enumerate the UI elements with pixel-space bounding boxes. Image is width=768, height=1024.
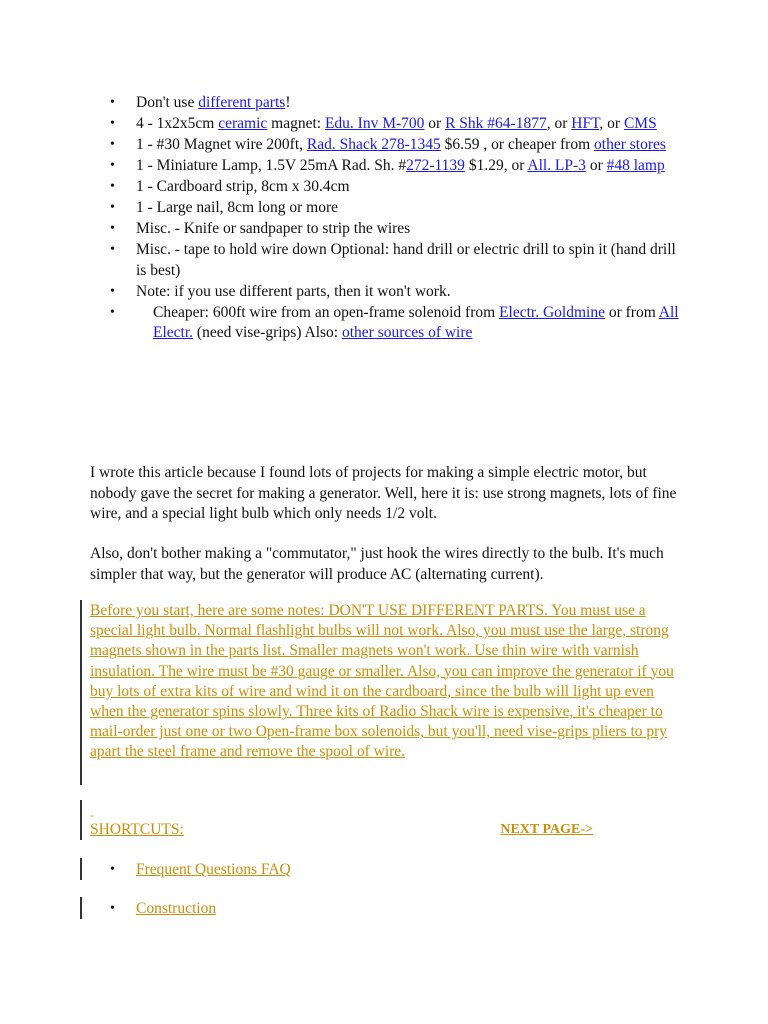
rad-shack-wire-link[interactable]: Rad. Shack 278-1345 bbox=[306, 136, 441, 153]
bullet-icon: • bbox=[110, 95, 115, 110]
electr-goldmine-link[interactable]: Electr. Goldmine bbox=[499, 303, 605, 321]
all-lp3-link[interactable]: All. LP-3 bbox=[527, 157, 586, 174]
ceramic-link[interactable]: ceramic bbox=[218, 115, 268, 132]
list-item: • Cheaper: 600ft wire from an open-frame solenoid from Electr. Goldmine or from All Electr. (need vise-grips) Also: other sources of wire bbox=[110, 303, 679, 341]
list-item: • 4 - 1x2x5cm ceramic magnet: Edu. Inv M-700 or R Shk #64-1877, or HFT, or CMS bbox=[90, 114, 690, 135]
list-item: • 1 - #30 Magnet wire 200ft, Rad. Shack 278-1345 $6.59 , or cheaper from other stores bbox=[90, 135, 690, 156]
dash-mark: - bbox=[90, 808, 94, 822]
shortcuts-bar bbox=[90, 820, 595, 840]
all-electr-link[interactable]: All Electr. bbox=[153, 303, 679, 341]
list-item: • Misc. - tape to hold wire down Optional: hand drill or electric drill to spin it (hand drill is best) bbox=[110, 241, 676, 279]
next-page-link[interactable]: NEXT PAGE-> bbox=[500, 822, 593, 837]
nav-list-faq bbox=[90, 860, 291, 880]
bullet-icon: • bbox=[110, 179, 115, 194]
list-item: • Misc. - Knife or sandpaper to strip the wires bbox=[90, 219, 690, 240]
hft-link[interactable]: HFT bbox=[571, 115, 600, 132]
list-item: • Don't use different parts! bbox=[90, 93, 690, 114]
lamp-part-link[interactable]: 272-1139 bbox=[406, 157, 465, 174]
intro-paragraph: I wrote this article because I found lots of projects for making a simple electric motor, but nobody gave the secret for making a generator. Well, here it is: use strong magnets, lots of fine wire, and a special light bulb which only needs 1/2 volt. bbox=[90, 464, 677, 522]
notes-border bbox=[80, 600, 82, 785]
edu-inv-link[interactable]: Edu. Inv M-700 bbox=[324, 115, 425, 132]
list-item: • 1 - Miniature Lamp, 1.5V 25mA Rad. Sh. #272-1139 $1.29, or All. LP-3 or #48 lamp bbox=[90, 156, 690, 177]
cms-link[interactable]: CMS bbox=[623, 115, 657, 132]
bullet-icon: • bbox=[110, 901, 115, 916]
bullet-icon: • bbox=[110, 200, 115, 215]
shortcuts-label: SHORTCUTS: bbox=[90, 821, 184, 838]
list-item: • 1 - Cardboard strip, 8cm x 30.4cm bbox=[90, 177, 690, 198]
construction-link[interactable]: Construction bbox=[136, 900, 217, 917]
bullet-icon: • bbox=[110, 283, 115, 299]
commutator-paragraph: Also, don't bother making a "commutator," just hook the wires directly to the bulb. It's much simpler that way, but the generator will produce AC (alternating current). bbox=[90, 545, 664, 583]
nav-border-1 bbox=[80, 858, 82, 880]
nav-list-construction bbox=[90, 899, 216, 919]
bullet-icon: • bbox=[110, 304, 115, 320]
nav-border-2 bbox=[80, 897, 82, 919]
list-item bbox=[90, 899, 216, 919]
different-parts-link[interactable]: different parts bbox=[198, 94, 286, 111]
list-item bbox=[90, 860, 291, 880]
rshk-link[interactable]: R Shk #64-1877 bbox=[445, 115, 547, 132]
bullet-icon: • bbox=[110, 221, 115, 236]
lamp48-link[interactable]: #48 lamp bbox=[606, 157, 665, 174]
shortcuts-border bbox=[80, 800, 82, 840]
list-item: • 1 - Large nail, 8cm long or more bbox=[90, 198, 690, 219]
bullet-icon: • bbox=[110, 242, 115, 257]
notes-paragraph[interactable]: Before you start, here are some notes: DON'T USE DIFFERENT PARTS. You must use a special light bulb. Normal flashlight bulbs will not work. Also, you must use the large, strong magnets shown in the parts list. Smaller magnets won't work. Use thin wire with varnish insulation. The wire must be #30 gauge or smaller. Also, you can improve the generator if you buy lots of extra kits of wire and wind it on the cardboard, since the bulb will light up even when the generator spins slowly. Three kits of Radio Shack wire is expensive, it's cheaper to mail-order just one or two Open-frame box solenoids, but you'll, need vise-grips pliers to pry apart the steel frame and remove the spool of wire. bbox=[90, 602, 674, 761]
parts-list bbox=[90, 93, 690, 344]
bullet-icon: • bbox=[110, 116, 115, 131]
bullet-icon: • bbox=[110, 158, 115, 173]
other-wire-sources-link[interactable]: other sources of wire bbox=[341, 324, 473, 341]
list-item: • Note: if you use different parts, then it won't work. bbox=[90, 282, 690, 303]
other-stores-link[interactable]: other stores bbox=[594, 136, 666, 153]
bullet-icon: • bbox=[110, 137, 115, 152]
faq-link[interactable]: Frequent Questions FAQ bbox=[136, 861, 291, 878]
bullet-icon: • bbox=[110, 862, 115, 877]
